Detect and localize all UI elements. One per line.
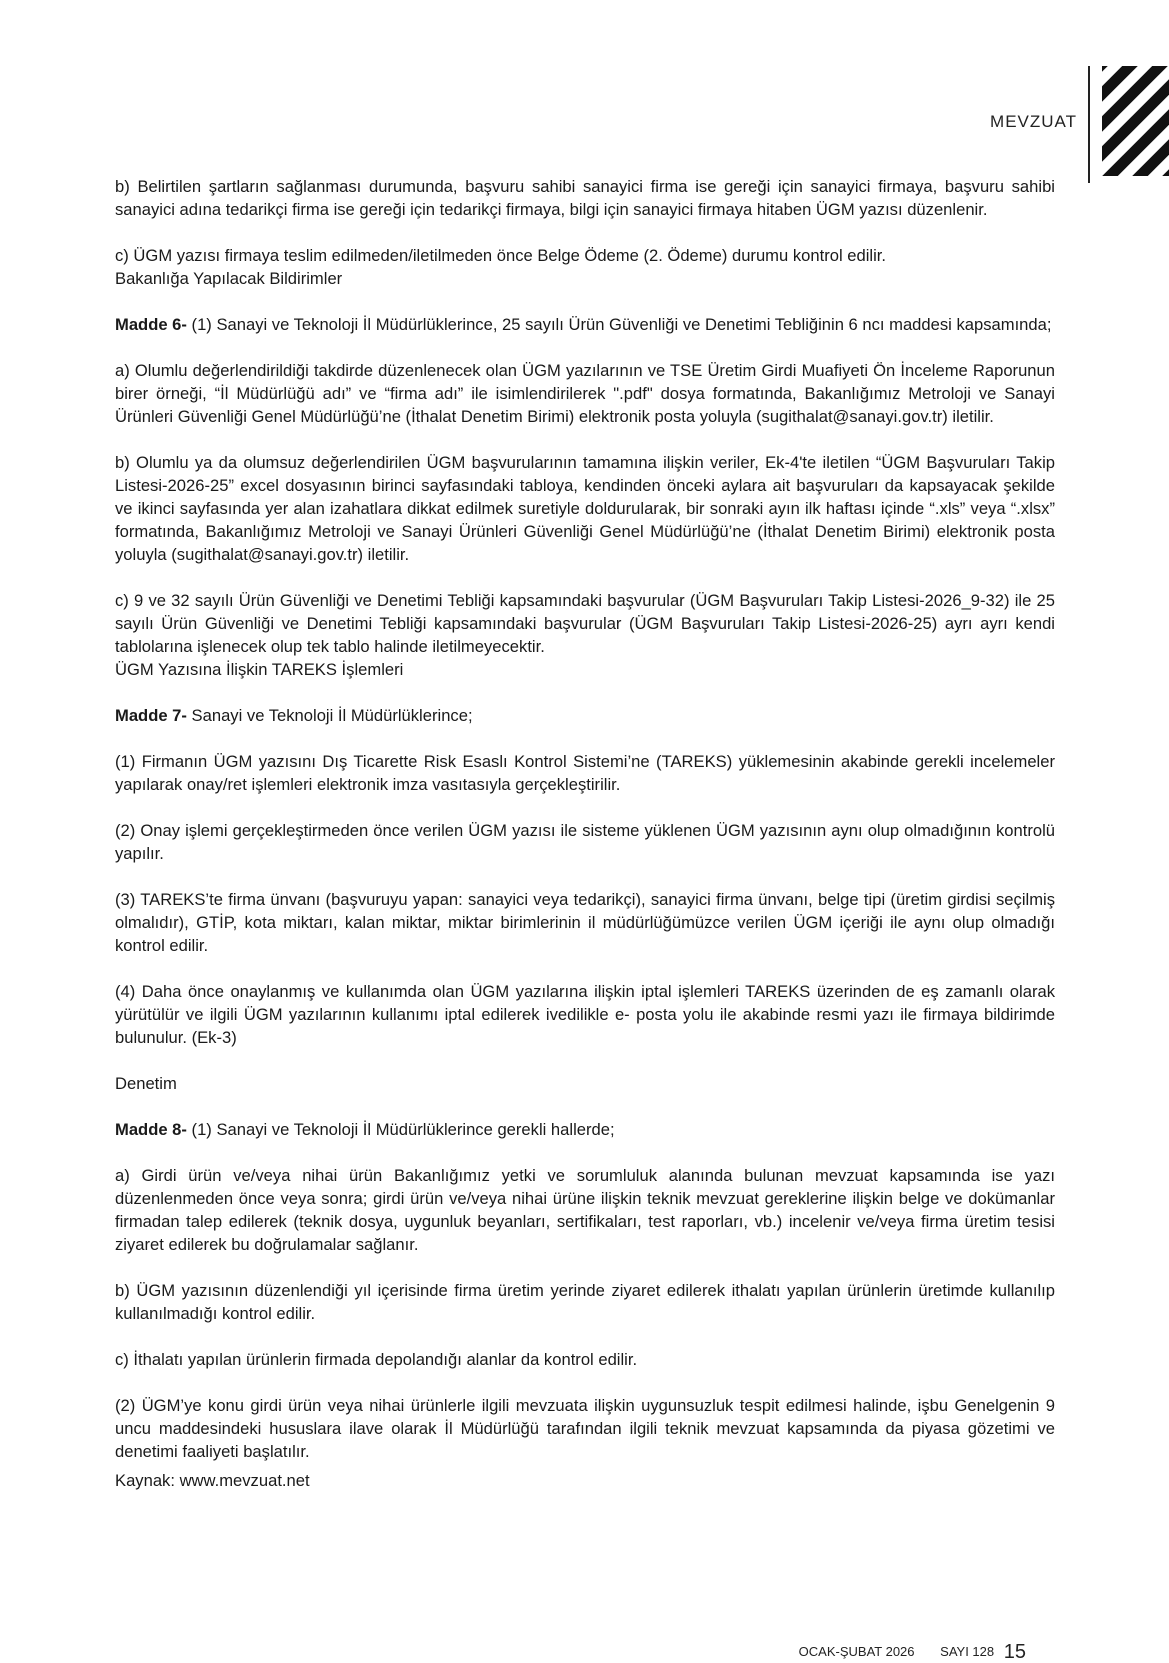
paragraph: (2) ÜGM’ye konu girdi ürün veya nihai ürünlerle ilgili mevzuata ilişkin uygunsuzluk tespit edilmesi halinde, işbu Genelgenin 9 uncu maddesindeki hususlara ilave olarak İl Müdürlüğü tarafından ilgili teknik mevzuat kapsamında da piyasa gözetimi ve denetimi faaliyeti başlatılır.	[115, 1396, 1055, 1461]
article-label: Madde 8-	[115, 1120, 187, 1139]
stripes-logo-icon	[1102, 66, 1169, 176]
section-heading: ÜGM Yazısına İlişkin TAREKS İşlemleri	[115, 660, 404, 679]
paragraph: c) ÜGM yazısı firmaya teslim edilmeden/iletilmeden önce Belge Ödeme (2. Ödeme) durumu kontrol edilir.	[115, 246, 886, 265]
paragraph: a) Olumlu değerlendirildiği takdirde düzenlenecek olan ÜGM yazılarının ve TSE Üretim Girdi Muafiyeti Ön İnceleme Raporunun birer örneği, “İl Müdürlüğü adı” ve “firma adı” ile isimlendirilerek ".pdf" dosya formatında, Bakanlığımız Metroloji ve Sanayi Ürünleri Güvenliği Genel Müdürlüğü’ne (İthalat Denetim Birimi) elektronik posta yoluyla (sugithalat@sanayi.gov.tr) iletilir.	[115, 361, 1055, 426]
issue-number: SAYI 128	[940, 1644, 995, 1659]
header-rule	[1088, 66, 1090, 183]
paragraph: (3) TAREKS’te firma ünvanı (başvuruyu yapan: sanayici veya tedarikçi), sanayici firma ünvanı, belge tipi (üretim girdisi seçilmiş olmalıdır), GTİP, kota miktarı, kalan miktar, miktar birimlerinin il müdürlüğümüzce verilen ÜGM içeriği ile aynı olup olmadığı kontrol edilir.	[115, 890, 1055, 955]
article-paragraph	[115, 1118, 1055, 1141]
source-line: Kaynak: www.mevzuat.net	[115, 1471, 310, 1490]
article-label: Madde 7-	[115, 706, 187, 725]
paragraph: c) 9 ve 32 sayılı Ürün Güvenliği ve Denetimi Tebliği kapsamındaki başvurular (ÜGM Başvuruları Takip Listesi-2026_9-32) ile 25 sayılı Ürün Güvenliği ve Denetimi Tebliği kapsamındaki başvurular (ÜGM Başvuruları Takip Listesi-2026-25) ayrı ayrı kendi tablolarına işlenecek olup tek tablo halinde iletilmeyecektir.	[115, 591, 1055, 656]
paragraph-text: (1) Sanayi ve Teknoloji İl Müdürlüklerince, 25 sayılı Ürün Güvenliği ve Denetimi Tebliğinin 6 ncı maddesi kapsamında;	[191, 315, 1052, 334]
section-heading: Denetim	[115, 1074, 177, 1093]
section-label: MEVZUAT	[990, 112, 1077, 131]
paragraph: b) Olumlu ya da olumsuz değerlendirilen ÜGM başvurularının tamamına ilişkin veriler, Ek-4'te iletilen “ÜGM Başvuruları Takip Listesi-2026-25” excel dosyasının birinci sayfasındaki tabloya, kendinden önceki aylara ait başvuruları da kapsayacak şekilde ve ikinci sayfasında yer alan izahatlara dikkat edilmek suretiyle doldurularak, bir sonraki ayın ilk haftası içinde “.xls” veya “.xlsx” formatında, Bakanlığımız Metroloji ve Sanayi Ürünleri Güvenliği Genel Müdürlüğü’ne (İthalat Denetim Birimi) elektronik posta yoluyla (sugithalat@sanayi.gov.tr) iletilir.	[115, 453, 1055, 564]
paragraph: c) İthalatı yapılan ürünlerin firmada depolandığı alanlar da kontrol edilir.	[115, 1350, 638, 1369]
paragraph-text: Sanayi ve Teknoloji İl Müdürlüklerince;	[191, 706, 473, 725]
paragraph: (2) Onay işlemi gerçekleştirmeden önce verilen ÜGM yazısı ile sisteme yüklenen ÜGM yazısının aynı olup olmadığının kontrolü yapılır.	[115, 821, 1055, 863]
section-heading: Bakanlığa Yapılacak Bildirimler	[115, 269, 343, 288]
paragraph: b) ÜGM yazısının düzenlendiği yıl içerisinde firma üretim yerinde ziyaret edilerek ithalatı yapılan ürünlerin üretimde kullanılıp kullanılmadığı kontrol edilir.	[115, 1281, 1055, 1323]
paragraph: (4) Daha önce onaylanmış ve kullanımda olan ÜGM yazılarına ilişkin iptal işlemleri TAREKS üzerinden de eş zamanlı olarak yürütülür ve ilgili ÜGM yazılarının kullanımı iptal edilerek ivedilikle e- posta yolu ile akabinde resmi yazı ile firmaya bildirimde bulunulur. (Ek-3)	[115, 982, 1055, 1047]
article-paragraph	[115, 313, 1055, 336]
issue-date: OCAK-ŞUBAT 2026	[798, 1644, 915, 1659]
page-footer	[799, 1639, 1026, 1662]
document-body	[115, 175, 1055, 1492]
article-label: Madde 6-	[115, 315, 187, 334]
paragraph-text: (1) Sanayi ve Teknoloji İl Müdürlüklerince gerekli hallerde;	[191, 1120, 615, 1139]
paragraph: (1) Firmanın ÜGM yazısını Dış Ticarette Risk Esaslı Kontrol Sistemi’ne (TAREKS) yüklemesinin akabinde gerekli incelemeler yapılarak onay/ret işlemleri elektronik imza vasıtasıyla gerçekleştirilir.	[115, 752, 1055, 794]
page-number: 15	[1003, 1641, 1026, 1663]
paragraph: a) Girdi ürün ve/veya nihai ürün Bakanlığımız yetki ve sorumluluk alanında bulunan mevzuat kapsamında ise yazı düzenlenmeden önce veya sonra; girdi ürün ve/veya nihai ürüne ilişkin teknik mevzuat gereklerine ilişkin belge ve dokümanlar firmadan talep edilerek (teknik dosya, uygunluk beyanları, sertifikaları, test raporları, vb.) incelenir ve/veya firma üretim tesisi ziyaret edilerek bu doğrulamalar sağlanır.	[115, 1166, 1055, 1254]
paragraph: b) Belirtilen şartların sağlanması durumunda, başvuru sahibi sanayici firma ise gereği için sanayici firmaya, başvuru sahibi sanayici adına tedarikçi firma ise gereği için tedarikçi firmaya, bilgi için sanayici firmaya hitaben ÜGM yazısı düzenlenir.	[115, 177, 1055, 219]
article-paragraph	[115, 704, 1055, 727]
